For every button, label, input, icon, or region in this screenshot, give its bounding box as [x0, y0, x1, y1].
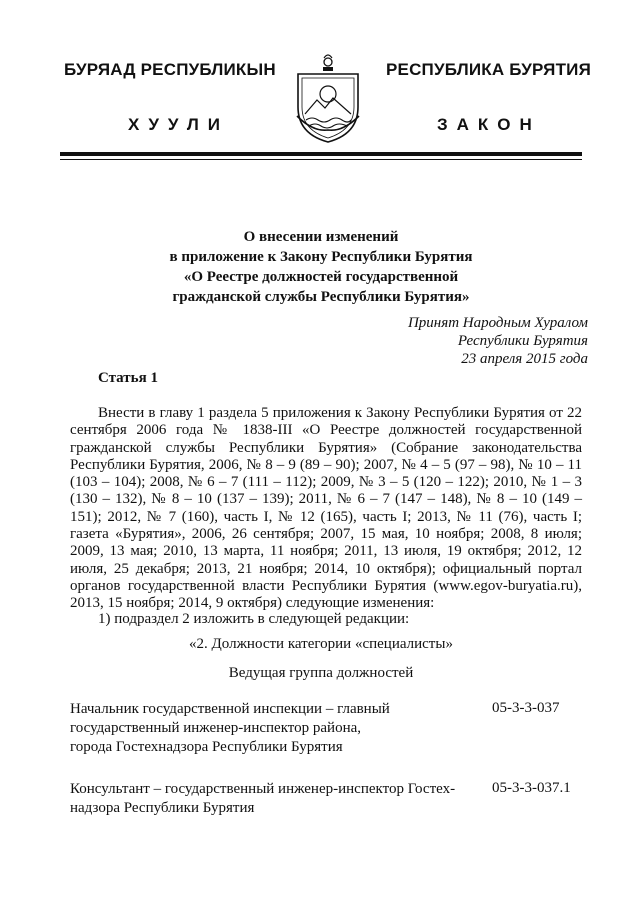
header-thick-rule [60, 152, 582, 156]
adoption-note [408, 314, 588, 368]
position-group-heading: Ведущая группа должностей [228, 665, 414, 681]
law-title [60, 227, 582, 307]
position-name-line: Начальник государственной инспекции – главный [70, 701, 390, 717]
header-buryat-republic: БУРЯАД РЕСПУБЛИКЫН [64, 60, 276, 79]
article-heading: Статья 1 [98, 370, 158, 386]
list-item: 1) подраздел 2 изложить в следующей редакции: [98, 611, 410, 627]
title-line: гражданской службы Республики Бурятия» [172, 289, 470, 305]
header-law-label: ЗАКОН [437, 115, 541, 134]
header-republic-name: РЕСПУБЛИКА БУРЯТИЯ [386, 60, 591, 79]
adoption-date: 23 апреля 2015 года [461, 351, 588, 367]
title-line: «О Реестре должностей государственной [183, 269, 459, 285]
position-name-line: государственный инженер-инспектор района, [70, 720, 362, 736]
coat-of-arms-emblem-icon [293, 52, 363, 144]
position-name-line: надзора Республики Бурятия [70, 800, 255, 816]
adoption-line: Принят Народным Хуралом [407, 315, 588, 331]
position-name-line: Консультант – государственный инженер-инспектор Гостех- [70, 781, 456, 797]
position-name [70, 700, 470, 757]
article-body [70, 405, 582, 613]
header-buryat-law: ХУУЛИ [128, 115, 229, 134]
position-name [70, 780, 470, 818]
title-line: О внесении изменений [243, 229, 399, 245]
position-code: 05-3-3-037.1 [492, 780, 571, 796]
article-paragraph: Внести в главу 1 раздела 5 приложения к Закону Республики Бурятия от 22 сентября 2006 года № 1838-III «О Реестре должностей государственной гражданской службы Республики Бурятия» (Собрание законодательства Республики Бурятия, 2006, № 8 – 9 (89 – 90); 2007, № 4 – 5 (97 – 98), № 10 – 11 (103 – 104); 2008, № 6 – 7 (111 – 112); 2009, № 3 – 5 (120 – 122); 2010, № 1 – 3 (130 – 132), № 8 – 10 (137 – 139); 2011, № 6 – 7 (147 – 148), № 8 – 10 (149 – 151); 2012, № 7 (160), часть I, № 12 (165), часть I; 2013, № 11 (76), часть I; газета «Бурятия», 2006, 26 сентября; 2007, 15 мая, 10 ноября; 2008, 8 июля; 2009, 13 мая; 2010, 13 марта, 11 ноября; 2011, 13 июля, 19 октября; 2012, 12 июля, 25 декабря; 2013, 21 ноября; 2014, 10 октября); официальный портал органов государственной власти Республики Бурятия (www.egov-buryatia.ru), 2013, 15 ноября; 2014, 9 октября) следующие изменения: [70, 405, 582, 612]
adoption-line: Республики Бурятия [457, 333, 588, 349]
header-thin-rule [60, 159, 582, 160]
subsection-heading: «2. Должности категории «специалисты» [189, 636, 453, 652]
title-line: в приложение к Закону Республики Бурятия [169, 249, 473, 265]
position-code: 05-3-3-037 [492, 700, 560, 716]
document-header [0, 0, 640, 160]
position-name-line: города Гостехнадзора Республики Бурятия [70, 739, 343, 755]
